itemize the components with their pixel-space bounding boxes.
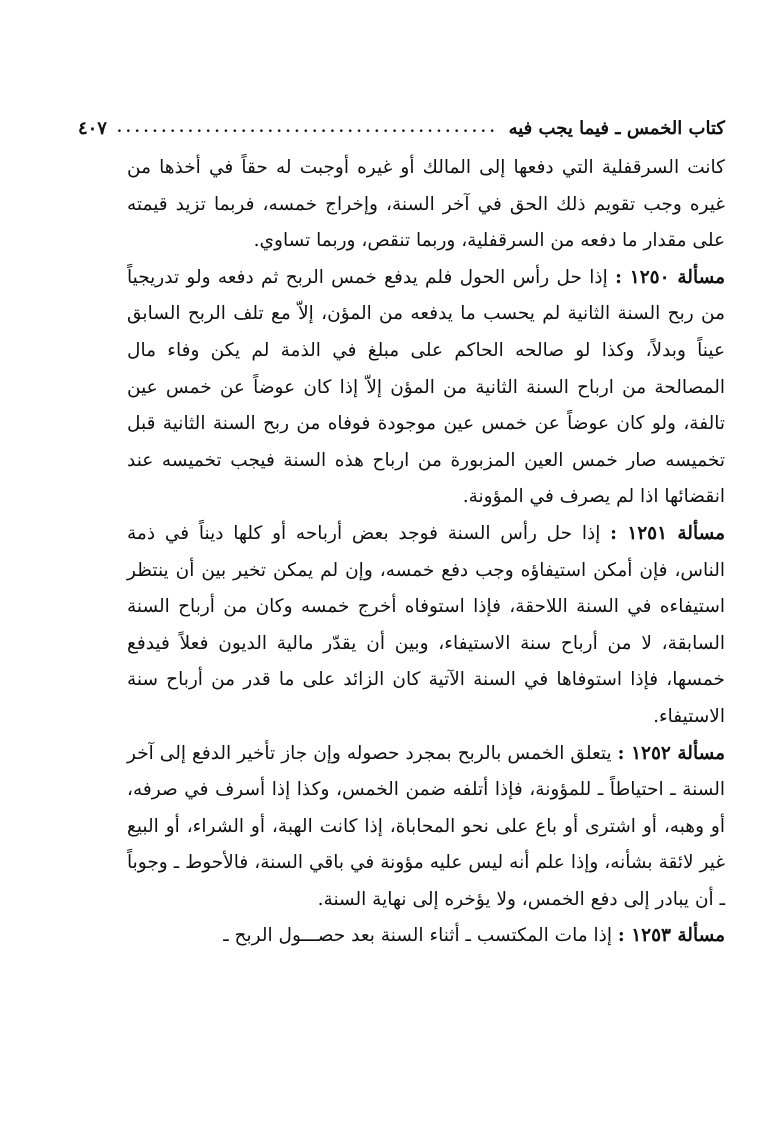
- paragraph-issue-1250: [127, 260, 725, 516]
- issue-label: مسألة ١٢٥١ :: [610, 522, 725, 544]
- paragraph-issue-1253: [127, 918, 725, 955]
- paragraph-text: إذا حل رأس السنة فوجد بعض أرباحه أو كلها ديناً في ذمة الناس، فإن أمكن استيفاؤه وجب دفع خمسه، وإن لم يمكن تخير بين أن ينتظر استيفاءه في السنة اللاحقة، فإذا استوفاه أخرج خمسه وكان من أرباح السنة السابقة، لا من أرباح سنة الاستيفاء، وبين أن يقدّر مالية الديون فعلاً فيدفع خمسها، فإذا استوفاها في السنة الآتية كان الزائد على ما قدر من أرباح سنة الاستيفاء.: [127, 522, 725, 727]
- running-header: [77, 111, 725, 145]
- paragraph-issue-1251: [127, 516, 725, 736]
- chapter-title: كتاب الخمس ـ فيما يجب فيه: [508, 117, 725, 139]
- page-number: ٤٠٧: [77, 117, 107, 139]
- page-body: [127, 150, 725, 955]
- paragraph-text: يتعلق الخمس بالربح بمجرد حصوله وإن جاز تأخير الدفع إلى آخر السنة ـ احتياطاً ـ للمؤونة، فإذا أتلفه ضمن الخمس، وكذا إذا أسرف في صرفه، أو وهبه، أو اشترى أو باع على نحو المحاباة، إذا كانت الهبة، أو الشراء، أو البيع غير لائقة بشأنه، وإذا علم أنه ليس عليه مؤونة في باقي السنة، فالأحوط ـ وجوباً ـ أن يبادر إلى دفع الخمس، ولا يؤخره إلى نهاية السنة.: [127, 742, 725, 910]
- paragraph-continuation: [127, 150, 725, 260]
- issue-label: مسألة ١٢٥٣ :: [617, 925, 725, 947]
- paragraph-text: كانت السرقفلية التي دفعها إلى المالك أو غيره أوجبت له حقاً في أخذها من غيره وجب تقويم ذلك الحق في آخر السنة، وإخراج خمسه، فربما تزيد قيمته على مقدار ما دفعه من السرقفلية، وربما تنقص، وربما تساوي.: [127, 157, 725, 252]
- issue-label: مسألة ١٢٥٢ :: [617, 742, 725, 764]
- leader-dots: ...........................................: [116, 120, 499, 136]
- paragraph-text: إذا حل رأس الحول فلم يدفع خمس الربح ثم دفعه ولو تدريجياً من ربح السنة الثانية لم يحسب ما يدفعه من المؤن، إلاّ مع تلف الربح السابق عيناً وبدلاً، وكذا لو صالحه الحاكم على مبلغ في الذمة لم يكن وفاء مال المصالحة من ارباح السنة الثانية من المؤن إلاّ إذا كان عوضاً عن خمس عين تالفة، ولو كان عوضاً عن خمس عين موجودة فوفاه من ربح السنة الثانية قبل تخميسه صار خمس العين المزبورة من ارباح هذه السنة فيجب تخميسه عند انقضائها اذا لم يصرف في المؤونة.: [127, 266, 725, 508]
- paragraph-text: إذا مات المكتسب ـ أثناء السنة بعد حصـــول الربح ـ: [223, 925, 613, 947]
- paragraph-issue-1252: [127, 736, 725, 919]
- issue-label: مسألة ١٢٥٠ :: [615, 266, 725, 288]
